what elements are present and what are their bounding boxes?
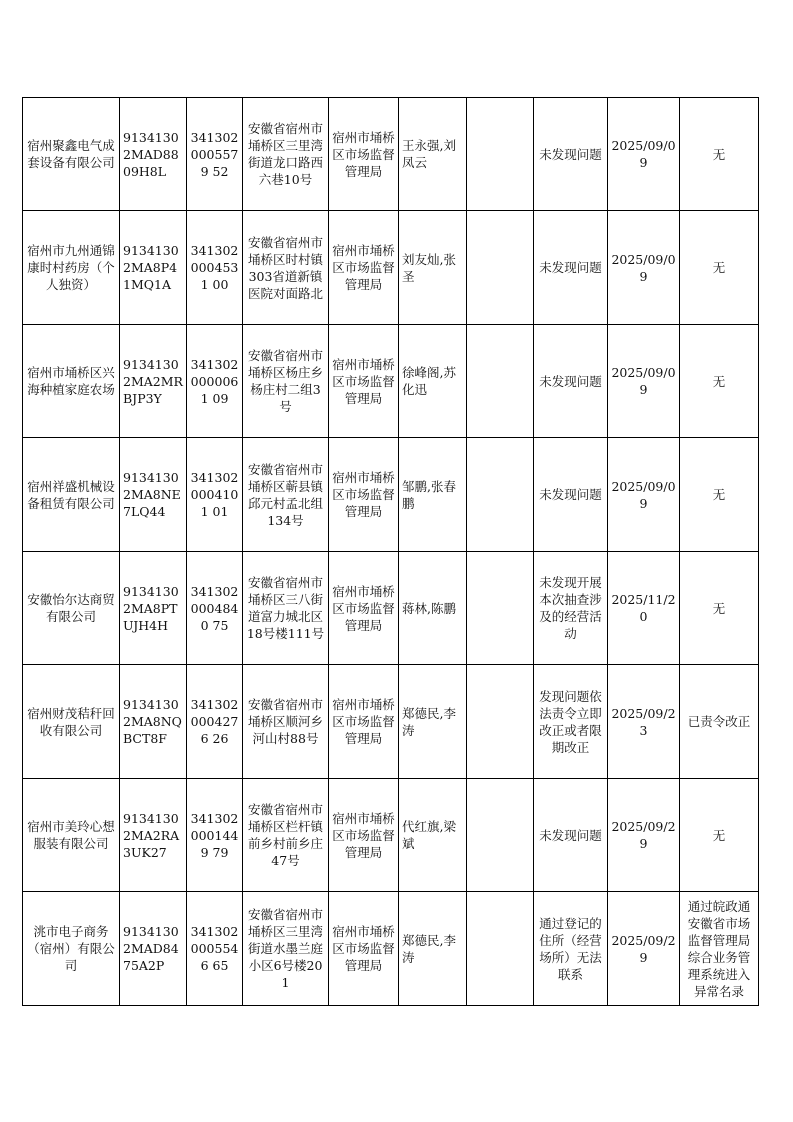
company-name-cell: 宿州市埇桥区兴海种植家庭农场 bbox=[23, 325, 120, 438]
company-name-cell: 宿州市美玲心想服装有限公司 bbox=[23, 779, 120, 892]
inspectors-cell: 徐峰阁,苏化迅 bbox=[399, 325, 467, 438]
credit-code-cell: 91341302MA2MRBJP3Y bbox=[120, 325, 187, 438]
inspectors-cell: 代红旗,梁斌 bbox=[399, 779, 467, 892]
authority-cell: 宿州市埇桥区市场监督管理局 bbox=[329, 665, 399, 779]
company-name-cell: 宿州财茂秸秆回收有限公司 bbox=[23, 665, 120, 779]
inspection-result-cell: 未发现问题 bbox=[534, 211, 608, 325]
address-cell: 安徽省宿州市埇桥区顺河乡河山村88号 bbox=[243, 665, 329, 779]
registration-number-cell: 3413020005579 52 bbox=[187, 98, 243, 211]
inspection-date-cell: 2025/09/29 bbox=[608, 892, 680, 1006]
authority-cell: 宿州市埇桥区市场监督管理局 bbox=[329, 211, 399, 325]
inspection-results-table bbox=[22, 97, 759, 1006]
company-name-cell: 宿州聚鑫电气成套设备有限公司 bbox=[23, 98, 120, 211]
follow-up-action-cell: 无 bbox=[680, 438, 759, 552]
inspection-result-cell: 未发现开展本次抽查涉及的经营活动 bbox=[534, 552, 608, 665]
authority-cell: 宿州市埇桥区市场监督管理局 bbox=[329, 325, 399, 438]
table-row bbox=[23, 98, 759, 211]
registration-number-cell: 3413020004101 01 bbox=[187, 438, 243, 552]
blank-cell bbox=[467, 438, 534, 552]
inspectors-cell: 郑德民,李涛 bbox=[399, 665, 467, 779]
inspectors-cell: 邹鹏,张春鹏 bbox=[399, 438, 467, 552]
inspection-date-cell: 2025/09/09 bbox=[608, 98, 680, 211]
company-name-cell: 宿州祥盛机械设备租赁有限公司 bbox=[23, 438, 120, 552]
address-cell: 安徽省宿州市埇桥区三里湾街道龙口路西六巷10号 bbox=[243, 98, 329, 211]
table-row bbox=[23, 211, 759, 325]
follow-up-action-cell: 通过皖政通安徽省市场监督管理局综合业务管理系统进入异常名录 bbox=[680, 892, 759, 1006]
table-row bbox=[23, 892, 759, 1006]
table-row bbox=[23, 779, 759, 892]
inspection-date-cell: 2025/09/29 bbox=[608, 779, 680, 892]
follow-up-action-cell: 无 bbox=[680, 211, 759, 325]
inspection-result-cell: 未发现问题 bbox=[534, 325, 608, 438]
authority-cell: 宿州市埇桥区市场监督管理局 bbox=[329, 438, 399, 552]
inspection-result-cell: 发现问题依法责令立即改正或者限期改正 bbox=[534, 665, 608, 779]
table-row bbox=[23, 438, 759, 552]
follow-up-action-cell: 无 bbox=[680, 552, 759, 665]
authority-cell: 宿州市埇桥区市场监督管理局 bbox=[329, 779, 399, 892]
company-name-cell: 安徽怡尔达商贸有限公司 bbox=[23, 552, 120, 665]
follow-up-action-cell: 无 bbox=[680, 779, 759, 892]
inspection-result-cell: 未发现问题 bbox=[534, 98, 608, 211]
company-name-cell: 宿州市九州通锦康时村药房（个人独资） bbox=[23, 211, 120, 325]
inspectors-cell: 王永强,刘凤云 bbox=[399, 98, 467, 211]
authority-cell: 宿州市埇桥区市场监督管理局 bbox=[329, 892, 399, 1006]
follow-up-action-cell: 无 bbox=[680, 98, 759, 211]
inspection-result-cell: 未发现问题 bbox=[534, 779, 608, 892]
inspection-result-cell: 通过登记的住所（经营场所）无法联系 bbox=[534, 892, 608, 1006]
follow-up-action-cell: 无 bbox=[680, 325, 759, 438]
address-cell: 安徽省宿州市埇桥区三里湾街道水墨兰庭小区6号楼201 bbox=[243, 892, 329, 1006]
inspectors-cell: 蒋林,陈鹏 bbox=[399, 552, 467, 665]
table-body bbox=[23, 98, 759, 1006]
inspectors-cell: 郑德民,李涛 bbox=[399, 892, 467, 1006]
credit-code-cell: 91341302MA8NE7LQ44 bbox=[120, 438, 187, 552]
address-cell: 安徽省宿州市埇桥区时村镇303省道新镇医院对面路北 bbox=[243, 211, 329, 325]
blank-cell bbox=[467, 552, 534, 665]
registration-number-cell: 3413020005546 65 bbox=[187, 892, 243, 1006]
inspection-date-cell: 2025/09/09 bbox=[608, 438, 680, 552]
registration-number-cell: 3413020004531 00 bbox=[187, 211, 243, 325]
table-row bbox=[23, 665, 759, 779]
registration-number-cell: 3413020004840 75 bbox=[187, 552, 243, 665]
company-name-cell: 洮市电子商务（宿州）有限公司 bbox=[23, 892, 120, 1006]
blank-cell bbox=[467, 98, 534, 211]
blank-cell bbox=[467, 665, 534, 779]
table-row bbox=[23, 552, 759, 665]
address-cell: 安徽省宿州市埇桥区三八街道富力城北区18号楼111号 bbox=[243, 552, 329, 665]
registration-number-cell: 3413020001449 79 bbox=[187, 779, 243, 892]
credit-code-cell: 91341302MA8P41MQ1A bbox=[120, 211, 187, 325]
credit-code-cell: 91341302MA2RA3UK27 bbox=[120, 779, 187, 892]
follow-up-action-cell: 已责令改正 bbox=[680, 665, 759, 779]
inspection-date-cell: 2025/09/23 bbox=[608, 665, 680, 779]
blank-cell bbox=[467, 211, 534, 325]
inspection-date-cell: 2025/09/09 bbox=[608, 325, 680, 438]
address-cell: 安徽省宿州市埇桥区栏杆镇前乡村前乡庄47号 bbox=[243, 779, 329, 892]
inspection-date-cell: 2025/11/20 bbox=[608, 552, 680, 665]
table-row bbox=[23, 325, 759, 438]
address-cell: 安徽省宿州市埇桥区蕲县镇邱元村孟北组134号 bbox=[243, 438, 329, 552]
registration-number-cell: 3413020000061 09 bbox=[187, 325, 243, 438]
credit-code-cell: 91341302MAD8809H8L bbox=[120, 98, 187, 211]
address-cell: 安徽省宿州市埇桥区杨庄乡杨庄村二组3号 bbox=[243, 325, 329, 438]
blank-cell bbox=[467, 325, 534, 438]
registration-number-cell: 3413020004276 26 bbox=[187, 665, 243, 779]
blank-cell bbox=[467, 779, 534, 892]
blank-cell bbox=[467, 892, 534, 1006]
inspection-result-cell: 未发现问题 bbox=[534, 438, 608, 552]
authority-cell: 宿州市埇桥区市场监督管理局 bbox=[329, 552, 399, 665]
inspectors-cell: 刘友灿,张圣 bbox=[399, 211, 467, 325]
credit-code-cell: 91341302MA8PTUJH4H bbox=[120, 552, 187, 665]
credit-code-cell: 91341302MAD8475A2P bbox=[120, 892, 187, 1006]
credit-code-cell: 91341302MA8NQBCT8F bbox=[120, 665, 187, 779]
inspection-date-cell: 2025/09/09 bbox=[608, 211, 680, 325]
authority-cell: 宿州市埇桥区市场监督管理局 bbox=[329, 98, 399, 211]
